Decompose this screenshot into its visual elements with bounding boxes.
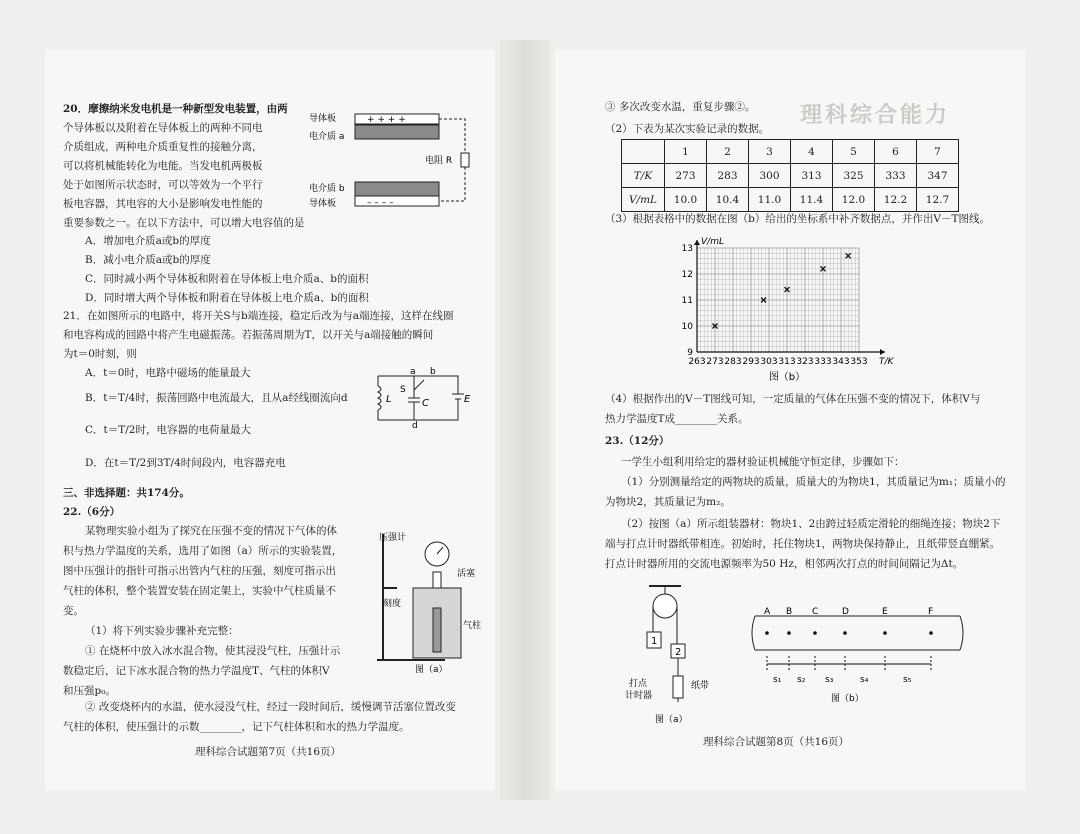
nanogenerator-figure — [307, 110, 487, 210]
switch — [414, 376, 424, 390]
column-label: 气柱 — [463, 621, 482, 631]
q21-option: B．t＝T/4时，振荡回路中电流最大，且从a经线圈流向d — [85, 392, 348, 404]
q21-line: 和电容构成的回路中将产生电磁振荡。若振荡周期为T，以开关与a端接触的瞬间 — [63, 329, 434, 341]
y-tick-label: 9 — [687, 348, 693, 358]
q22-line: 气柱的体积，整个装置安装在固定架上，实验中气柱质量不 — [63, 585, 336, 597]
table-cell: 11.4 — [791, 188, 833, 212]
table-cell: 347 — [917, 164, 959, 188]
y-tick-label: 12 — [681, 270, 693, 280]
switch-label: S — [400, 385, 406, 395]
q23-line: 打点计时器所用的交流电源频率为50 Hz，相邻两次打点的时间间隔记为Δt。 — [605, 558, 964, 570]
resistor — [461, 153, 469, 167]
table-cell: 6 — [875, 140, 917, 164]
x-tick-label: 293 — [742, 357, 760, 367]
table-cell: 12.2 — [875, 188, 917, 212]
tape-dot — [765, 631, 769, 635]
q20-line: 板电容器，其电容的大小是影响发电性能的 — [63, 198, 263, 210]
q21-line: 为t＝0时刻，则 — [63, 348, 137, 360]
dielectric-a-label: 电介质 a — [309, 132, 345, 142]
minus-charges: – – – – — [367, 198, 394, 208]
step-line: ③ 多次改变水温，重复步骤②。 — [605, 101, 756, 113]
q20-option: A．增加电介质a或b的厚度 — [85, 235, 211, 247]
q20-line: 处于如图所示状态时，可以等效为一个平行 — [63, 179, 263, 191]
q23-line: （1）分别测量给定的两物块的质量，质量大的为物块1，其质量记为m₁；质量小的 — [621, 476, 1006, 488]
table-cell: 313 — [791, 164, 833, 188]
pulley-icon — [653, 594, 677, 618]
table-row — [622, 188, 959, 212]
table-row — [622, 164, 959, 188]
table-cell: 4 — [791, 140, 833, 164]
q4-line: （4）根据作出的V－T图线可知，一定质量的气体在压强不变的情况下，体积V与 — [605, 393, 981, 405]
x-tick-label: 323 — [796, 357, 814, 367]
x-tick-label: 283 — [724, 357, 742, 367]
block-1-label: 1 — [651, 636, 658, 647]
tape-point-label: E — [882, 607, 888, 617]
q20-line: 重要参数之一。在以下方法中，可以增大电容值的是 — [63, 217, 305, 229]
gauge-label: 压强计 — [379, 533, 407, 543]
table-cell: 10.4 — [707, 188, 749, 212]
table-cell: 7 — [917, 140, 959, 164]
q20-option: C．同时减小两个导体板和附着在导体板上电介质a、b的面积 — [85, 273, 369, 285]
table-header-row — [622, 140, 959, 164]
q4-line: 热力学温度T成________关系。 — [605, 413, 749, 425]
page-footer: 理科综合试题第8页（共16页） — [703, 736, 850, 748]
scale-label: 刻度 — [383, 599, 402, 609]
lc-circuit-figure — [370, 366, 480, 431]
q20-line: 介质组成，两种电介质重复性的接触分离， — [63, 141, 263, 153]
node-b-label: b — [430, 367, 436, 377]
q22-line: 积与热力学温度的关系，选用了如图（a）所示的实验装置， — [63, 545, 343, 557]
piston-label: 活塞 — [457, 569, 476, 579]
y-tick-label: 13 — [681, 244, 693, 254]
tape-point-label: C — [812, 607, 819, 617]
q22-line: 气柱的体积，使压强计的示数________，记下气柱体积和水的热力学温度。 — [63, 721, 410, 733]
figure-b-caption: 图（b） — [831, 694, 864, 704]
resistor-label: 电阻 R — [425, 156, 453, 166]
apparatus-figure — [375, 528, 485, 674]
q20-line: 个导体板以及附着在导体板上的两种不同电 — [63, 122, 263, 134]
table-cell: 12.0 — [833, 188, 875, 212]
segment-label: s₄ — [860, 675, 869, 685]
q22-line: （1）将下列实验步骤补充完整： — [85, 625, 239, 637]
x-tick-label: 303 — [760, 357, 778, 367]
q23-heading: 23.（12分） — [605, 435, 670, 447]
tape-dot — [787, 631, 791, 635]
right-page — [555, 50, 1025, 790]
page-gutter — [500, 40, 550, 800]
q20-line: 20．摩擦纳米发电机是一种新型发电装置，由两 — [63, 103, 288, 115]
table-cell: 3 — [749, 140, 791, 164]
top-conductor-label: 导体板 — [309, 114, 337, 124]
section-heading: 三、非选择题：共174分。 — [63, 487, 190, 499]
gas-column — [433, 608, 441, 652]
q22-line: 变。 — [63, 605, 84, 617]
block-2-label: 2 — [675, 647, 682, 658]
step-line: （2）下表为某次实验记录的数据。 — [605, 123, 770, 135]
q21-option: A．t＝0时，电路中磁场的能量最大 — [85, 367, 251, 379]
y-axis-arrow — [694, 240, 700, 245]
q20-line: 可以将机械能转化为电能。当发电机两极板 — [63, 160, 263, 172]
tape-dot — [843, 631, 847, 635]
tape-point-label: B — [786, 607, 793, 617]
x-axis-arrow — [880, 349, 885, 355]
dielectric-b-label: 电介质 b — [309, 184, 345, 194]
left-page — [45, 50, 495, 790]
x-axis-label: T/K — [879, 357, 894, 367]
x-tick-label: 313 — [778, 357, 796, 367]
q21-option: D．在t＝T/2到3T/4时间段内，电容器充电 — [85, 457, 286, 469]
table-cell: V/mL — [622, 188, 665, 212]
x-tick-label: 353 — [850, 357, 868, 367]
q22-line: ② 改变烧杯内的水温，使水浸没气柱，经过一段时间后，缓慢调节活塞位置改变 — [85, 701, 456, 713]
table-cell: 10.0 — [665, 188, 707, 212]
tape-dot — [929, 631, 933, 635]
x-tick-label: 263 — [688, 357, 706, 367]
capacitor — [408, 390, 420, 420]
q20-option: D．同时增大两个导体板和附着在导体板上电介质a、b的面积 — [85, 292, 369, 304]
tape-dot — [883, 631, 887, 635]
q22-line: 和压强p₀。 — [63, 685, 116, 697]
tape-label: 纸带 — [691, 681, 710, 691]
bottom-conductor-label: 导体板 — [309, 199, 337, 209]
q22-line: 数稳定后，记下冰水混合物的热力学温度T、气柱的体积V — [63, 665, 330, 677]
q21-option: C．t＝T/2时，电容器的电荷量最大 — [85, 424, 251, 436]
q3-text: （3）根据表格中的数据在图（b）给出的坐标系中补齐数据点，并作出V－T图线。 — [605, 213, 990, 225]
battery-label: E — [464, 394, 471, 405]
table-cell: 283 — [707, 164, 749, 188]
q22-line: ① 在烧杯中放入冰水混合物，使其浸没气柱，压强计示 — [85, 645, 341, 657]
q22-heading: 22.（6分） — [63, 506, 121, 518]
q23-line: 为物块2，其质量记为m₂。 — [605, 496, 731, 508]
q23-line: （2）按图（a）所示组装器材：物块1、2由跨过轻质定滑轮的细绳连接；物块2下 — [621, 518, 1001, 530]
figure-a-caption: 图（a） — [655, 715, 688, 725]
segment-label: s₅ — [903, 675, 912, 685]
timer-label-2: 计时器 — [625, 691, 653, 701]
pulley-figure — [625, 582, 725, 727]
inductor-coil — [378, 386, 381, 410]
segment-label: s₂ — [797, 675, 806, 685]
tape-dot — [813, 631, 817, 635]
node-d-label: d — [412, 421, 418, 431]
table-cell — [622, 140, 665, 164]
figure-b-caption: 图（b） — [768, 372, 806, 383]
q21-line: 21．在如图所示的电路中，将开关S与b端连接，稳定后改为与a端连接，这样在线圈 — [63, 310, 454, 322]
tape-point-label: F — [928, 607, 934, 617]
table-cell: 1 — [665, 140, 707, 164]
q22-line: 某物理实验小组为了探究在压强不变的情况下气体的体 — [85, 525, 337, 537]
vt-chart — [667, 232, 907, 383]
segment-label: s₃ — [825, 675, 834, 685]
node-a-label: a — [410, 367, 416, 377]
timer — [673, 676, 683, 698]
figure-a-caption: 图（a） — [415, 665, 448, 675]
x-tick-label: 343 — [832, 357, 850, 367]
table-cell: 12.7 — [917, 188, 959, 212]
x-tick-label: 333 — [814, 357, 832, 367]
battery — [440, 376, 464, 420]
tape-figure — [745, 606, 975, 706]
table-cell: 325 — [833, 164, 875, 188]
page-footer: 理科综合试题第7页（共16页） — [195, 746, 342, 758]
table-cell: 11.0 — [749, 188, 791, 212]
inductor-label: L — [386, 394, 392, 405]
table-cell: 333 — [875, 164, 917, 188]
table-cell: 300 — [749, 164, 791, 188]
x-tick-label: 273 — [706, 357, 724, 367]
q23-line: 一学生小组利用给定的器材验证机械能守恒定律，步骤如下： — [621, 456, 905, 468]
y-tick-label: 11 — [681, 296, 693, 306]
y-axis-label: V/mL — [701, 237, 724, 247]
dielectric-a — [355, 125, 439, 139]
tape-point-label: A — [764, 607, 771, 617]
bleed-through-header: 理科综合能力 — [800, 102, 951, 128]
q23-line: 端与打点计时器纸带相连。初始时，托住物块1，两物块保持静止，且纸带竖直绷紧。 — [605, 538, 1001, 550]
q22-line: 图中压强计的指针可指示出管内气柱的压强，刻度可指示出 — [63, 565, 336, 577]
timer-label: 打点 — [629, 679, 648, 689]
plus-charges: + + + + — [367, 115, 406, 125]
segment-label: s₁ — [773, 675, 782, 685]
tape-point-label: D — [842, 607, 849, 617]
table-cell: 5 — [833, 140, 875, 164]
dielectric-b — [355, 182, 439, 196]
data-table — [621, 139, 959, 212]
table-cell: 273 — [665, 164, 707, 188]
q20-option: B．减小电介质a或b的厚度 — [85, 254, 211, 266]
table-cell: 2 — [707, 140, 749, 164]
y-tick-label: 10 — [681, 322, 693, 332]
table-cell: T/K — [622, 164, 665, 188]
capacitor-label: C — [422, 398, 429, 409]
